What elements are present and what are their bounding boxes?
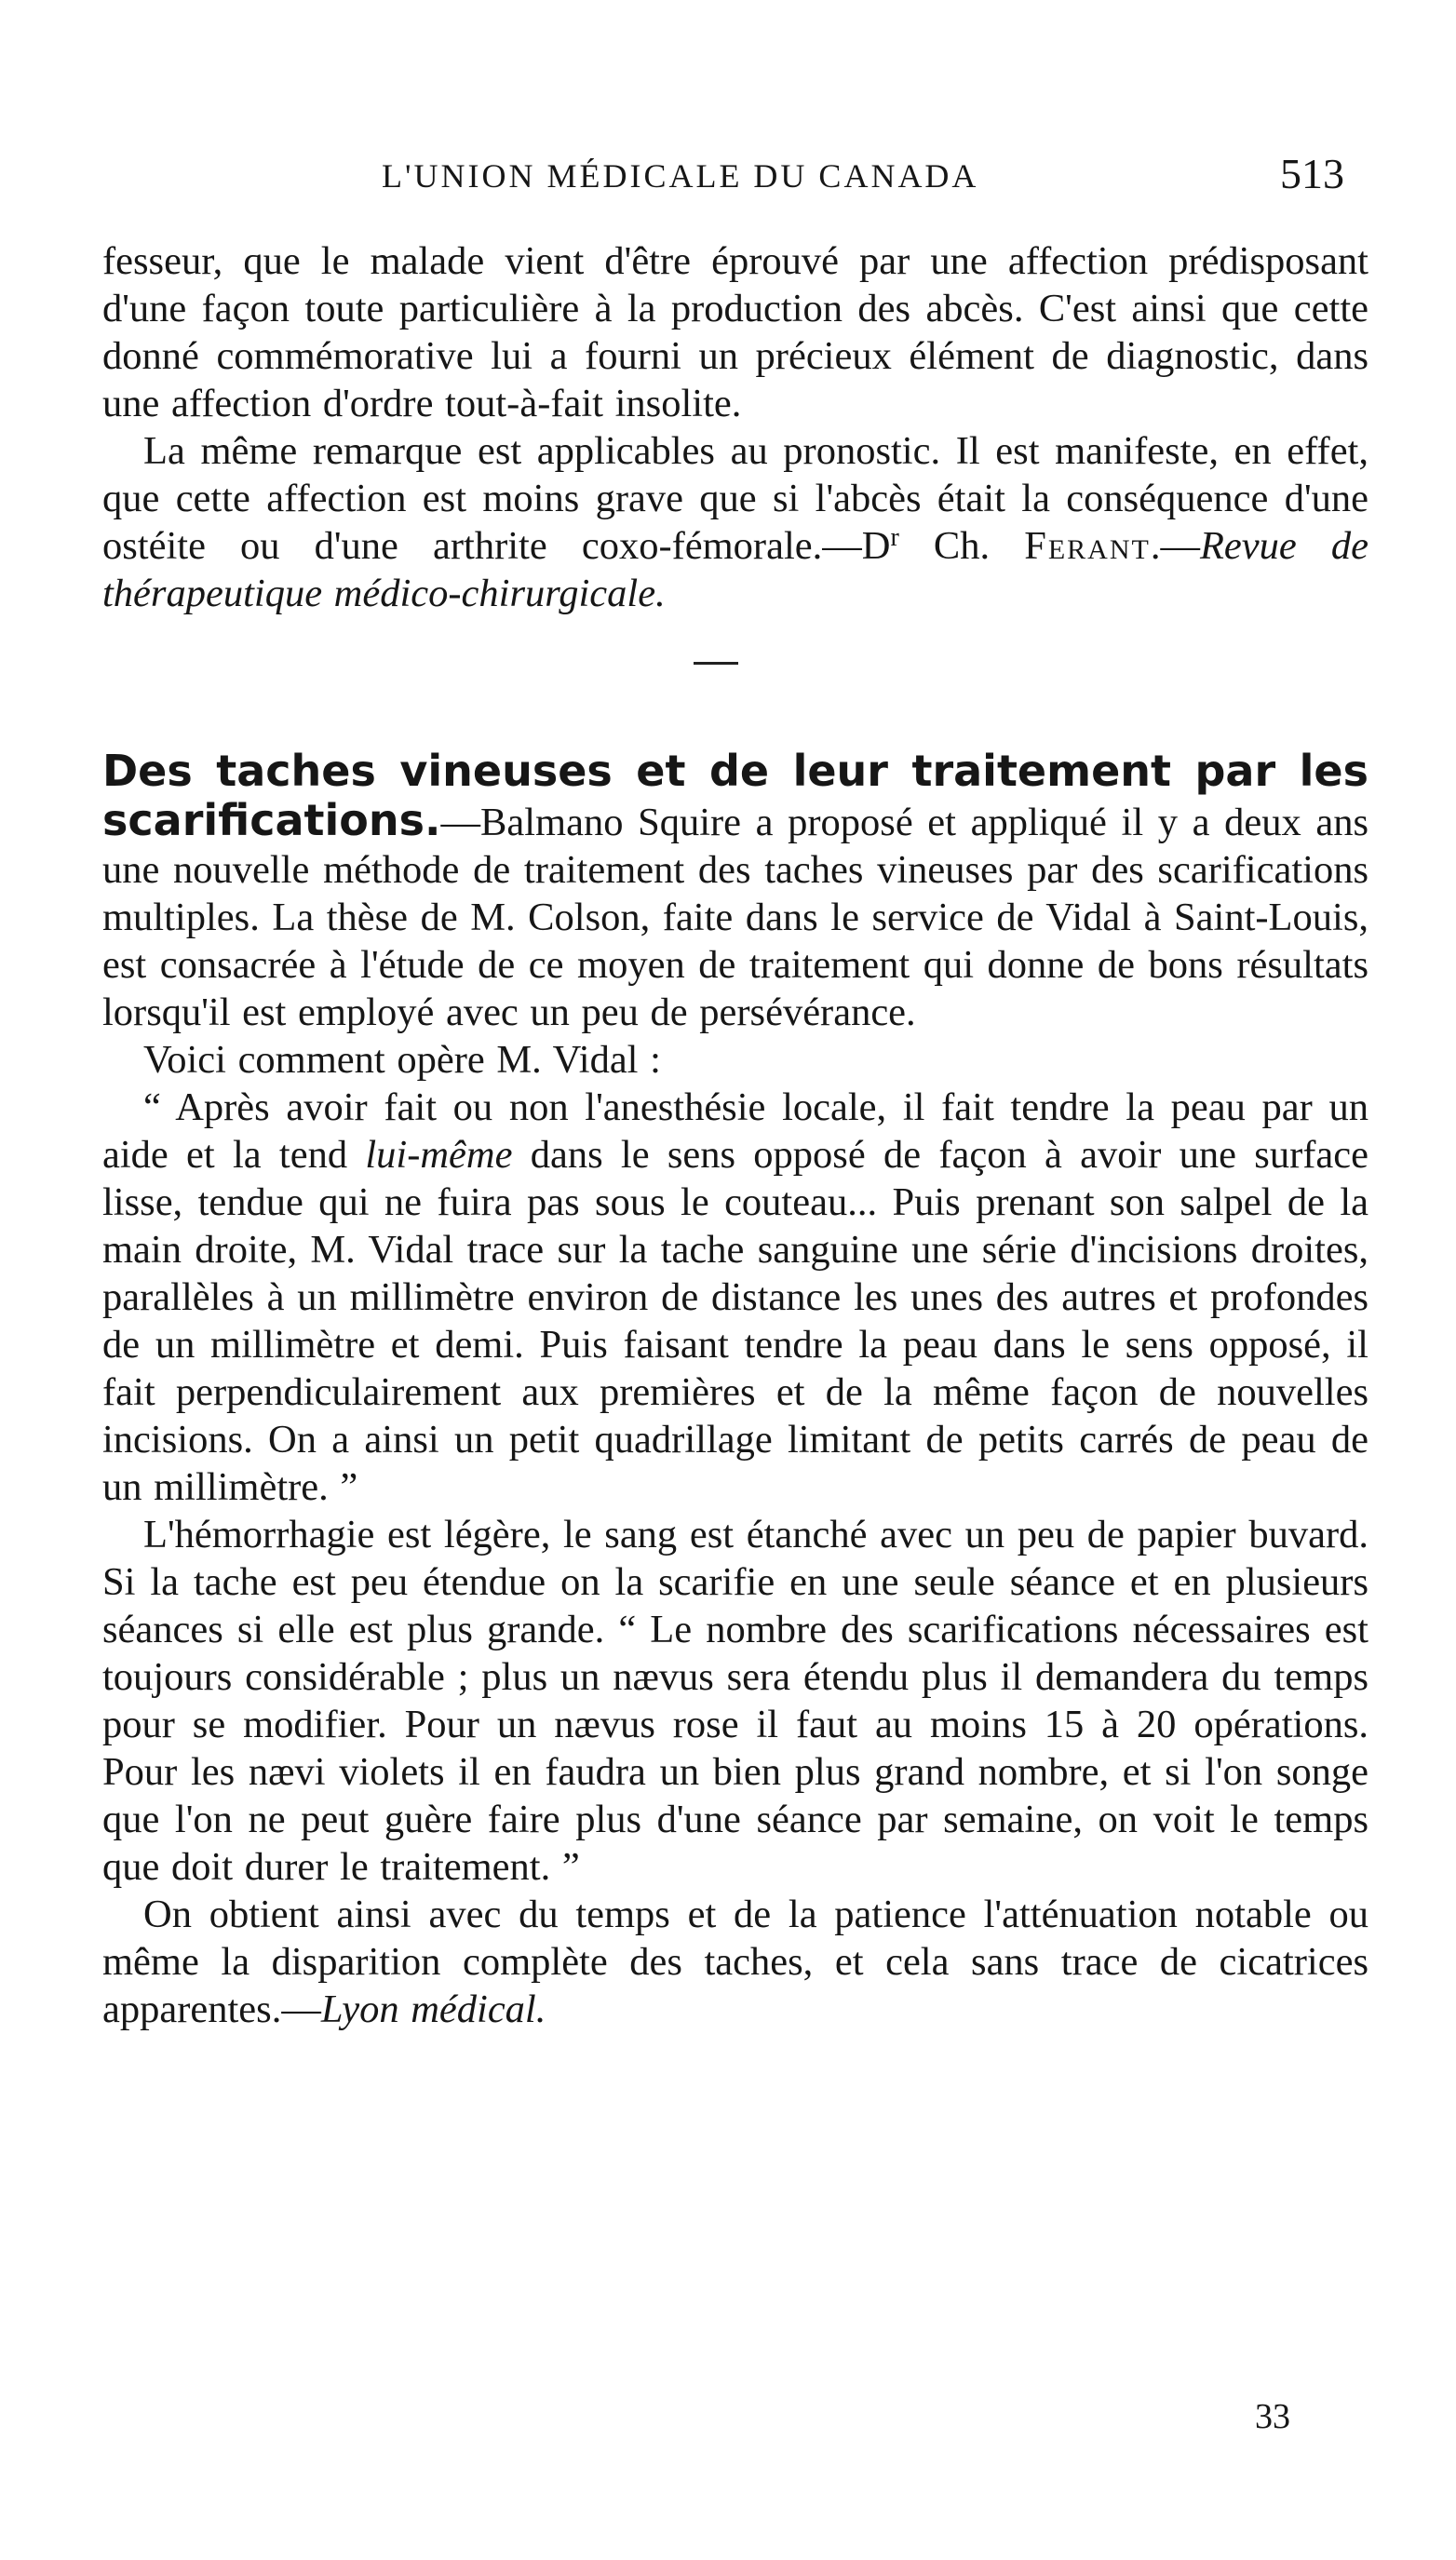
article-paragraph-intro [102,748,1368,1036]
quote-part-2: dans le sens opposé de façon à avoir une surface lisse, tendue qui ne fuira pas sous le couteau... Puis prenant son salpel de la main droite, M. Vidal trace sur la tache sanguine une série d'incisions droites, parallèles à un millimètre environ de distance les unes des autres et profondes de un millimètre et demi. Puis faisant tendre la peau dans le sens opposé, il fait perpendiculairement aux premières et de la même façon de nouvelles incisions. On a ainsi un petit quadrillage limitant de petits carrés de peau de un millimètre. ” [102,1133,1368,1509]
page-number: 513 [1280,150,1344,197]
running-header [102,150,1363,212]
author-separator: .— [1150,524,1200,568]
article-intro-text: —Balmano Squire a proposé et appliqué il y a deux ans une nouvelle méthode de traitement des taches vineuses par des scarifications multiples. La thèse de M. Colson, faite dans le service de Vidal à Saint-Louis, est consacrée à l'étude de ce moyen de traitement qui donne de bons résultats lorsqu'il est employé avec un peu de persévérance. [102,801,1368,1034]
paragraph-prognostic [102,427,1368,617]
signature-mark: 33 [1255,2397,1290,2436]
quote-italic: lui-même [365,1133,513,1177]
quote-part-1: “ Après avoir fait ou non l'anesthésie locale, il fait tendre la peau par un aide et la tend [102,1085,1368,1177]
source-citation: Revue de thérapeutique médico-chirurgicale. [102,524,1368,615]
paragraph-hemorrhage: L'hémorrhagie est légère, le sang est étanché avec un peu de papier buvard. Si la tache est peu étendue on la scarifie en une seule séance et en plusieurs séances si elle est plus grande. “ Le nombre des scarifications nécessaires est toujours considérable ; plus un nævus sera étendu plus il demandera du temps pour se modifier. Pour un nævus rose il faut au moins 15 à 20 opérations. Pour les nævi violets il en faudra un bien plus grand nombre, et si l'on songe que l'on ne peut guère faire plus d'une séance par semaine, on voit le temps que doit durer le traitement. ” [102,1513,1368,1889]
prognostic-text: La même remarque est applicables au pronostic. Il est manifeste, en effet, que cette affection est moins grave que si l'abcès était la conséquence d'une ostéite ou d'une arthrite coxo-fémorale.—D [102,429,1368,568]
conclusion-text: On obtient ainsi avec du temps et de la patience l'atténuation notable ou même la disparition complète des taches, et cela sans trace de cicatrices apparentes.— [102,1893,1368,2031]
paragraph-quote [102,1084,1368,1511]
main-text-column [102,237,1368,2033]
section-separator-area [102,617,1368,748]
paragraph-diagnostic: fesseur, que le malade vient d'être éprouvé par une affection prédisposant d'une façon toute particulière à la production des abcès. C'est ainsi que cette donné commémorative lui a fourni un précieux élément de diagnostic, dans une affection d'ordre tout-à-fait insolite. [102,239,1368,425]
conclusion-source: Lyon médical. [320,1987,546,2031]
article-title: Des taches vineuses et de leur traitement par les scarifications. [102,746,1368,845]
author-title-superscript: r [890,523,899,552]
paragraph-conclusion [102,1891,1368,2033]
author-name: Ferant [1024,524,1151,568]
paragraph-voici: Voici comment opère M. Vidal : [143,1038,661,1082]
journal-title: L'UNION MÉDICALE DU CANADA [382,157,979,195]
section-separator-rule [694,662,738,665]
author-prefix: Ch. [898,524,1025,568]
